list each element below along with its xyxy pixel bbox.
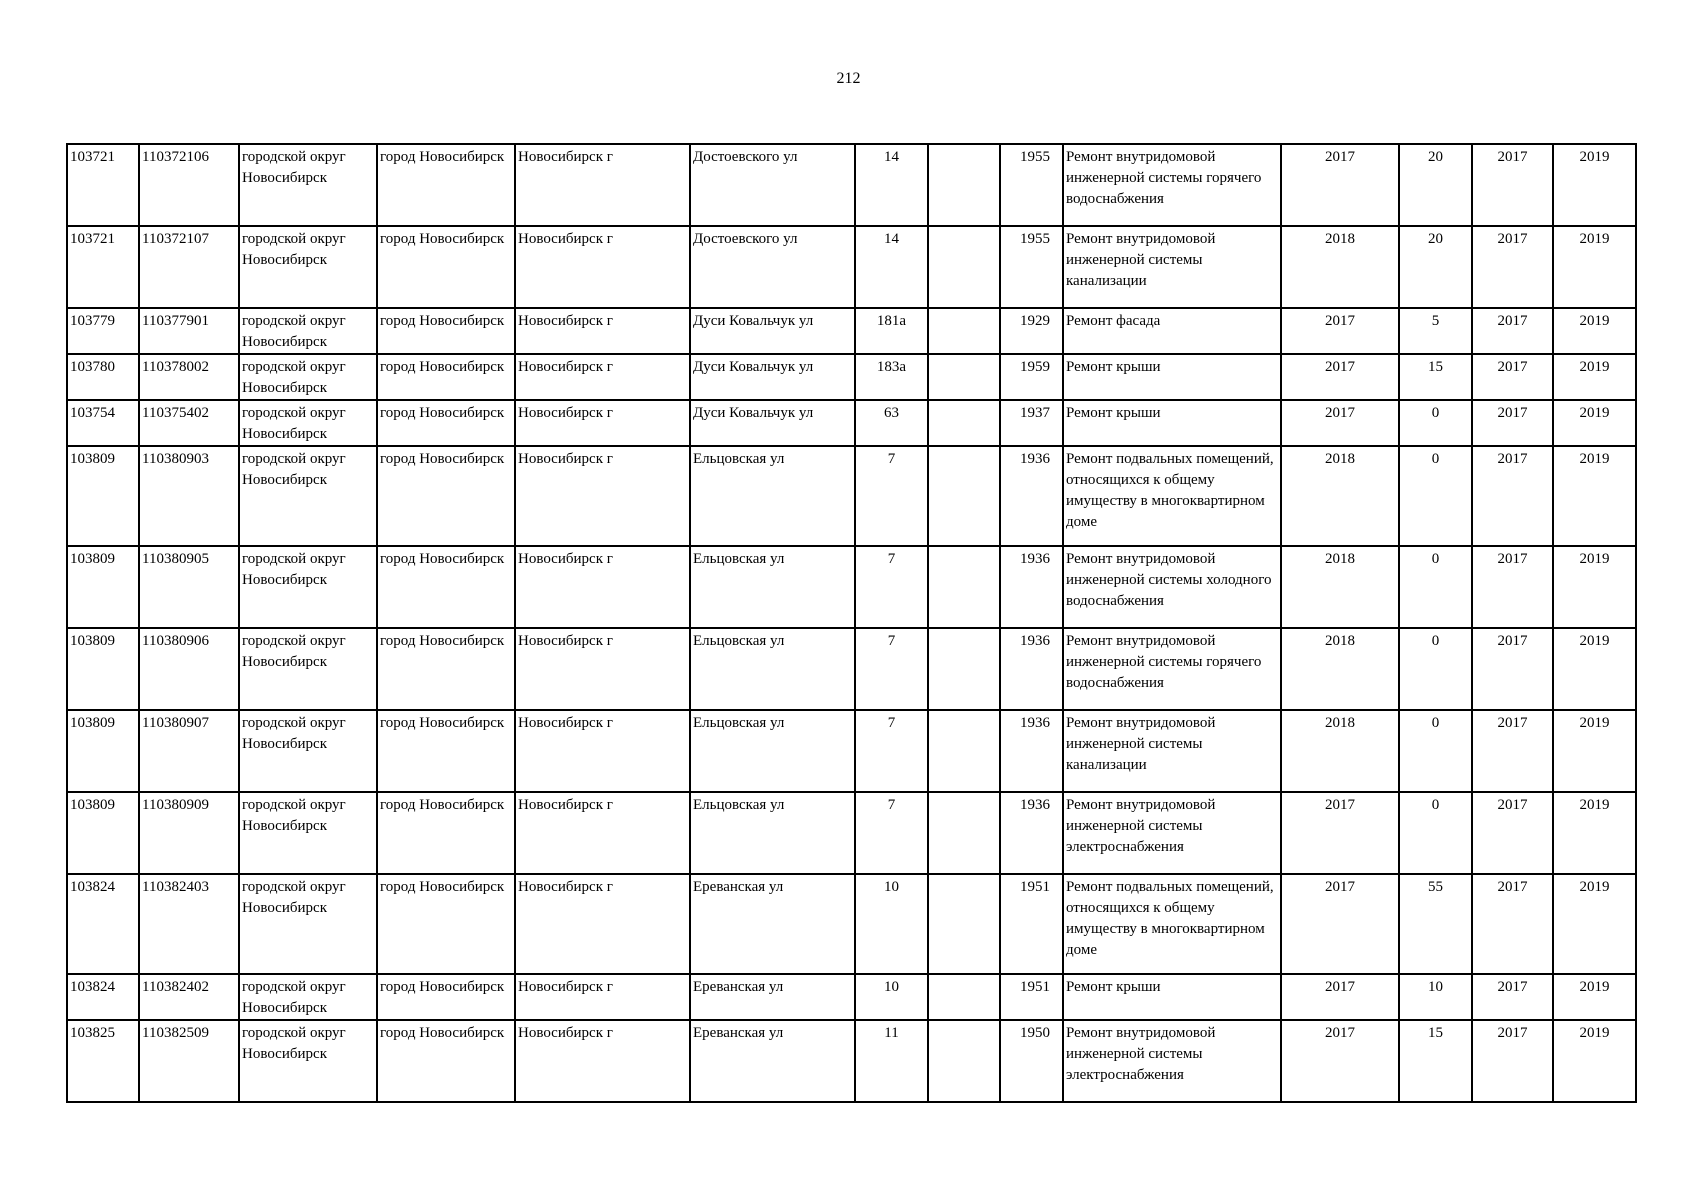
- cell-end-year: 2019: [1553, 546, 1636, 628]
- cell-work-code: 110382403: [139, 874, 239, 974]
- cell-end-year: 2019: [1553, 308, 1636, 354]
- cell-object-id: 103824: [67, 874, 139, 974]
- cell-city: Новосибирск г: [515, 546, 690, 628]
- cell-work-type: Ремонт внутридомовой инженерной системы электроснабжения: [1063, 1020, 1281, 1102]
- cell-year-built: 1936: [1000, 792, 1063, 874]
- cell-start-year: 2017: [1472, 354, 1553, 400]
- cell-house: 7: [855, 446, 928, 546]
- cell-city: Новосибирск г: [515, 792, 690, 874]
- cell-year-built: 1936: [1000, 446, 1063, 546]
- cell-house: 11: [855, 1020, 928, 1102]
- cell-street: Ельцовская ул: [690, 792, 855, 874]
- cell-start-year: 2017: [1472, 974, 1553, 1020]
- cell-start-year: 2017: [1472, 446, 1553, 546]
- cell-object-id: 103825: [67, 1020, 139, 1102]
- cell-building: [928, 446, 1000, 546]
- cell-start-year: 2017: [1472, 226, 1553, 308]
- cell-object-id: 103809: [67, 546, 139, 628]
- cell-start-year: 2017: [1472, 710, 1553, 792]
- table-row: [67, 400, 1636, 446]
- cell-building: [928, 144, 1000, 226]
- cell-settlement: город Новосибирск: [377, 792, 515, 874]
- cell-settlement: город Новосибирск: [377, 446, 515, 546]
- cell-street: Ельцовская ул: [690, 546, 855, 628]
- cell-object-id: 103721: [67, 226, 139, 308]
- cell-plan-year: 2018: [1281, 546, 1399, 628]
- table-row: [67, 1020, 1636, 1102]
- table-row: [67, 546, 1636, 628]
- cell-year-built: 1937: [1000, 400, 1063, 446]
- cell-house: 183а: [855, 354, 928, 400]
- cell-settlement: город Новосибирск: [377, 628, 515, 710]
- cell-work-code: 110382509: [139, 1020, 239, 1102]
- cell-settlement: город Новосибирск: [377, 546, 515, 628]
- cell-street: Дуси Ковальчук ул: [690, 400, 855, 446]
- cell-house: 7: [855, 710, 928, 792]
- cell-end-year: 2019: [1553, 1020, 1636, 1102]
- cell-house: 63: [855, 400, 928, 446]
- cell-house: 7: [855, 792, 928, 874]
- cell-plan-year: 2017: [1281, 144, 1399, 226]
- cell-object-id: 103809: [67, 792, 139, 874]
- cell-wear: 0: [1399, 628, 1472, 710]
- table-row: [67, 792, 1636, 874]
- cell-object-id: 103809: [67, 628, 139, 710]
- cell-district: городской округ Новосибирск: [239, 354, 377, 400]
- cell-house: 10: [855, 974, 928, 1020]
- cell-building: [928, 874, 1000, 974]
- cell-building: [928, 710, 1000, 792]
- cell-city: Новосибирск г: [515, 974, 690, 1020]
- cell-year-built: 1936: [1000, 710, 1063, 792]
- cell-work-type: Ремонт внутридомовой инженерной системы горячего водоснабжения: [1063, 144, 1281, 226]
- cell-wear: 0: [1399, 546, 1472, 628]
- cell-wear: 20: [1399, 144, 1472, 226]
- cell-object-id: 103809: [67, 446, 139, 546]
- cell-building: [928, 792, 1000, 874]
- cell-city: Новосибирск г: [515, 710, 690, 792]
- cell-work-type: Ремонт крыши: [1063, 354, 1281, 400]
- cell-object-id: 103754: [67, 400, 139, 446]
- cell-work-type: Ремонт внутридомовой инженерной системы канализации: [1063, 710, 1281, 792]
- cell-city: Новосибирск г: [515, 354, 690, 400]
- cell-wear: 10: [1399, 974, 1472, 1020]
- cell-plan-year: 2018: [1281, 710, 1399, 792]
- cell-city: Новосибирск г: [515, 446, 690, 546]
- cell-house: 14: [855, 226, 928, 308]
- cell-district: городской округ Новосибирск: [239, 400, 377, 446]
- cell-plan-year: 2018: [1281, 628, 1399, 710]
- cell-settlement: город Новосибирск: [377, 400, 515, 446]
- table-row: [67, 446, 1636, 546]
- cell-start-year: 2017: [1472, 874, 1553, 974]
- cell-district: городской округ Новосибирск: [239, 974, 377, 1020]
- cell-street: Ереванская ул: [690, 874, 855, 974]
- cell-end-year: 2019: [1553, 874, 1636, 974]
- cell-district: городской округ Новосибирск: [239, 144, 377, 226]
- cell-wear: 0: [1399, 400, 1472, 446]
- cell-end-year: 2019: [1553, 144, 1636, 226]
- cell-city: Новосибирск г: [515, 308, 690, 354]
- cell-end-year: 2019: [1553, 974, 1636, 1020]
- cell-work-code: 110380906: [139, 628, 239, 710]
- cell-year-built: 1951: [1000, 874, 1063, 974]
- cell-street: Достоевского ул: [690, 144, 855, 226]
- cell-work-type: Ремонт внутридомовой инженерной системы канализации: [1063, 226, 1281, 308]
- cell-start-year: 2017: [1472, 308, 1553, 354]
- cell-building: [928, 1020, 1000, 1102]
- cell-object-id: 103779: [67, 308, 139, 354]
- cell-wear: 15: [1399, 1020, 1472, 1102]
- cell-settlement: город Новосибирск: [377, 974, 515, 1020]
- cell-end-year: 2019: [1553, 400, 1636, 446]
- cell-building: [928, 400, 1000, 446]
- cell-settlement: город Новосибирск: [377, 874, 515, 974]
- cell-work-type: Ремонт внутридомовой инженерной системы горячего водоснабжения: [1063, 628, 1281, 710]
- cell-plan-year: 2017: [1281, 974, 1399, 1020]
- cell-plan-year: 2017: [1281, 400, 1399, 446]
- cell-end-year: 2019: [1553, 226, 1636, 308]
- cell-end-year: 2019: [1553, 446, 1636, 546]
- cell-year-built: 1950: [1000, 1020, 1063, 1102]
- cell-wear: 15: [1399, 354, 1472, 400]
- cell-street: Дуси Ковальчук ул: [690, 354, 855, 400]
- cell-street: Ереванская ул: [690, 1020, 855, 1102]
- cell-object-id: 103780: [67, 354, 139, 400]
- cell-plan-year: 2017: [1281, 792, 1399, 874]
- cell-district: городской округ Новосибирск: [239, 874, 377, 974]
- repair-schedule-table: [66, 143, 1637, 1103]
- cell-building: [928, 308, 1000, 354]
- cell-street: Ельцовская ул: [690, 710, 855, 792]
- table-row: [67, 974, 1636, 1020]
- cell-street: Ереванская ул: [690, 974, 855, 1020]
- cell-street: Дуси Ковальчук ул: [690, 308, 855, 354]
- cell-work-type: Ремонт крыши: [1063, 974, 1281, 1020]
- cell-city: Новосибирск г: [515, 628, 690, 710]
- cell-building: [928, 354, 1000, 400]
- cell-settlement: город Новосибирск: [377, 1020, 515, 1102]
- table-row: [67, 354, 1636, 400]
- cell-work-type: Ремонт подвальных помещений, относящихся к общему имуществу в многоквартирном доме: [1063, 446, 1281, 546]
- cell-house: 14: [855, 144, 928, 226]
- cell-work-code: 110372106: [139, 144, 239, 226]
- cell-year-built: 1936: [1000, 546, 1063, 628]
- cell-plan-year: 2017: [1281, 308, 1399, 354]
- cell-object-id: 103809: [67, 710, 139, 792]
- cell-work-code: 110380905: [139, 546, 239, 628]
- cell-building: [928, 546, 1000, 628]
- cell-end-year: 2019: [1553, 628, 1636, 710]
- cell-start-year: 2017: [1472, 400, 1553, 446]
- cell-work-code: 110380907: [139, 710, 239, 792]
- table-row: [67, 874, 1636, 974]
- table-row: [67, 226, 1636, 308]
- cell-year-built: 1959: [1000, 354, 1063, 400]
- cell-wear: 20: [1399, 226, 1472, 308]
- cell-year-built: 1929: [1000, 308, 1063, 354]
- cell-wear: 0: [1399, 792, 1472, 874]
- cell-wear: 5: [1399, 308, 1472, 354]
- cell-district: городской округ Новосибирск: [239, 1020, 377, 1102]
- cell-start-year: 2017: [1472, 792, 1553, 874]
- cell-house: 181а: [855, 308, 928, 354]
- cell-end-year: 2019: [1553, 354, 1636, 400]
- table-row: [67, 144, 1636, 226]
- cell-work-code: 110380903: [139, 446, 239, 546]
- cell-plan-year: 2017: [1281, 1020, 1399, 1102]
- cell-district: городской округ Новосибирск: [239, 792, 377, 874]
- cell-work-type: Ремонт подвальных помещений, относящихся к общему имуществу в многоквартирном доме: [1063, 874, 1281, 974]
- cell-house: 7: [855, 546, 928, 628]
- cell-house: 7: [855, 628, 928, 710]
- cell-settlement: город Новосибирск: [377, 354, 515, 400]
- cell-building: [928, 628, 1000, 710]
- table-body: [67, 144, 1636, 1102]
- cell-house: 10: [855, 874, 928, 974]
- cell-start-year: 2017: [1472, 1020, 1553, 1102]
- cell-year-built: 1955: [1000, 144, 1063, 226]
- cell-year-built: 1955: [1000, 226, 1063, 308]
- cell-street: Достоевского ул: [690, 226, 855, 308]
- cell-work-code: 110375402: [139, 400, 239, 446]
- cell-end-year: 2019: [1553, 792, 1636, 874]
- cell-year-built: 1936: [1000, 628, 1063, 710]
- cell-settlement: город Новосибирск: [377, 710, 515, 792]
- cell-year-built: 1951: [1000, 974, 1063, 1020]
- cell-wear: 55: [1399, 874, 1472, 974]
- cell-wear: 0: [1399, 710, 1472, 792]
- cell-plan-year: 2018: [1281, 446, 1399, 546]
- table-row: [67, 308, 1636, 354]
- cell-settlement: город Новосибирск: [377, 226, 515, 308]
- page-number: 212: [836, 70, 861, 87]
- cell-work-type: Ремонт крыши: [1063, 400, 1281, 446]
- cell-settlement: город Новосибирск: [377, 144, 515, 226]
- cell-district: городской округ Новосибирск: [239, 546, 377, 628]
- cell-work-type: Ремонт внутридомовой инженерной системы холодного водоснабжения: [1063, 546, 1281, 628]
- cell-work-code: 110378002: [139, 354, 239, 400]
- cell-work-code: 110372107: [139, 226, 239, 308]
- cell-district: городской округ Новосибирск: [239, 446, 377, 546]
- cell-work-code: 110377901: [139, 308, 239, 354]
- cell-district: городской округ Новосибирск: [239, 226, 377, 308]
- cell-start-year: 2017: [1472, 144, 1553, 226]
- cell-district: городской округ Новосибирск: [239, 628, 377, 710]
- cell-end-year: 2019: [1553, 710, 1636, 792]
- cell-object-id: 103721: [67, 144, 139, 226]
- cell-work-code: 110380909: [139, 792, 239, 874]
- cell-building: [928, 226, 1000, 308]
- table-row: [67, 628, 1636, 710]
- cell-work-code: 110382402: [139, 974, 239, 1020]
- cell-plan-year: 2017: [1281, 874, 1399, 974]
- table-row: [67, 710, 1636, 792]
- cell-settlement: город Новосибирск: [377, 308, 515, 354]
- cell-work-type: Ремонт внутридомовой инженерной системы электроснабжения: [1063, 792, 1281, 874]
- cell-street: Ельцовская ул: [690, 628, 855, 710]
- cell-plan-year: 2017: [1281, 354, 1399, 400]
- cell-district: городской округ Новосибирск: [239, 710, 377, 792]
- cell-start-year: 2017: [1472, 546, 1553, 628]
- cell-city: Новосибирск г: [515, 1020, 690, 1102]
- cell-object-id: 103824: [67, 974, 139, 1020]
- cell-wear: 0: [1399, 446, 1472, 546]
- cell-city: Новосибирск г: [515, 144, 690, 226]
- cell-start-year: 2017: [1472, 628, 1553, 710]
- cell-work-type: Ремонт фасада: [1063, 308, 1281, 354]
- cell-street: Ельцовская ул: [690, 446, 855, 546]
- cell-city: Новосибирск г: [515, 400, 690, 446]
- cell-district: городской округ Новосибирск: [239, 308, 377, 354]
- cell-city: Новосибирск г: [515, 874, 690, 974]
- cell-building: [928, 974, 1000, 1020]
- cell-plan-year: 2018: [1281, 226, 1399, 308]
- cell-city: Новосибирск г: [515, 226, 690, 308]
